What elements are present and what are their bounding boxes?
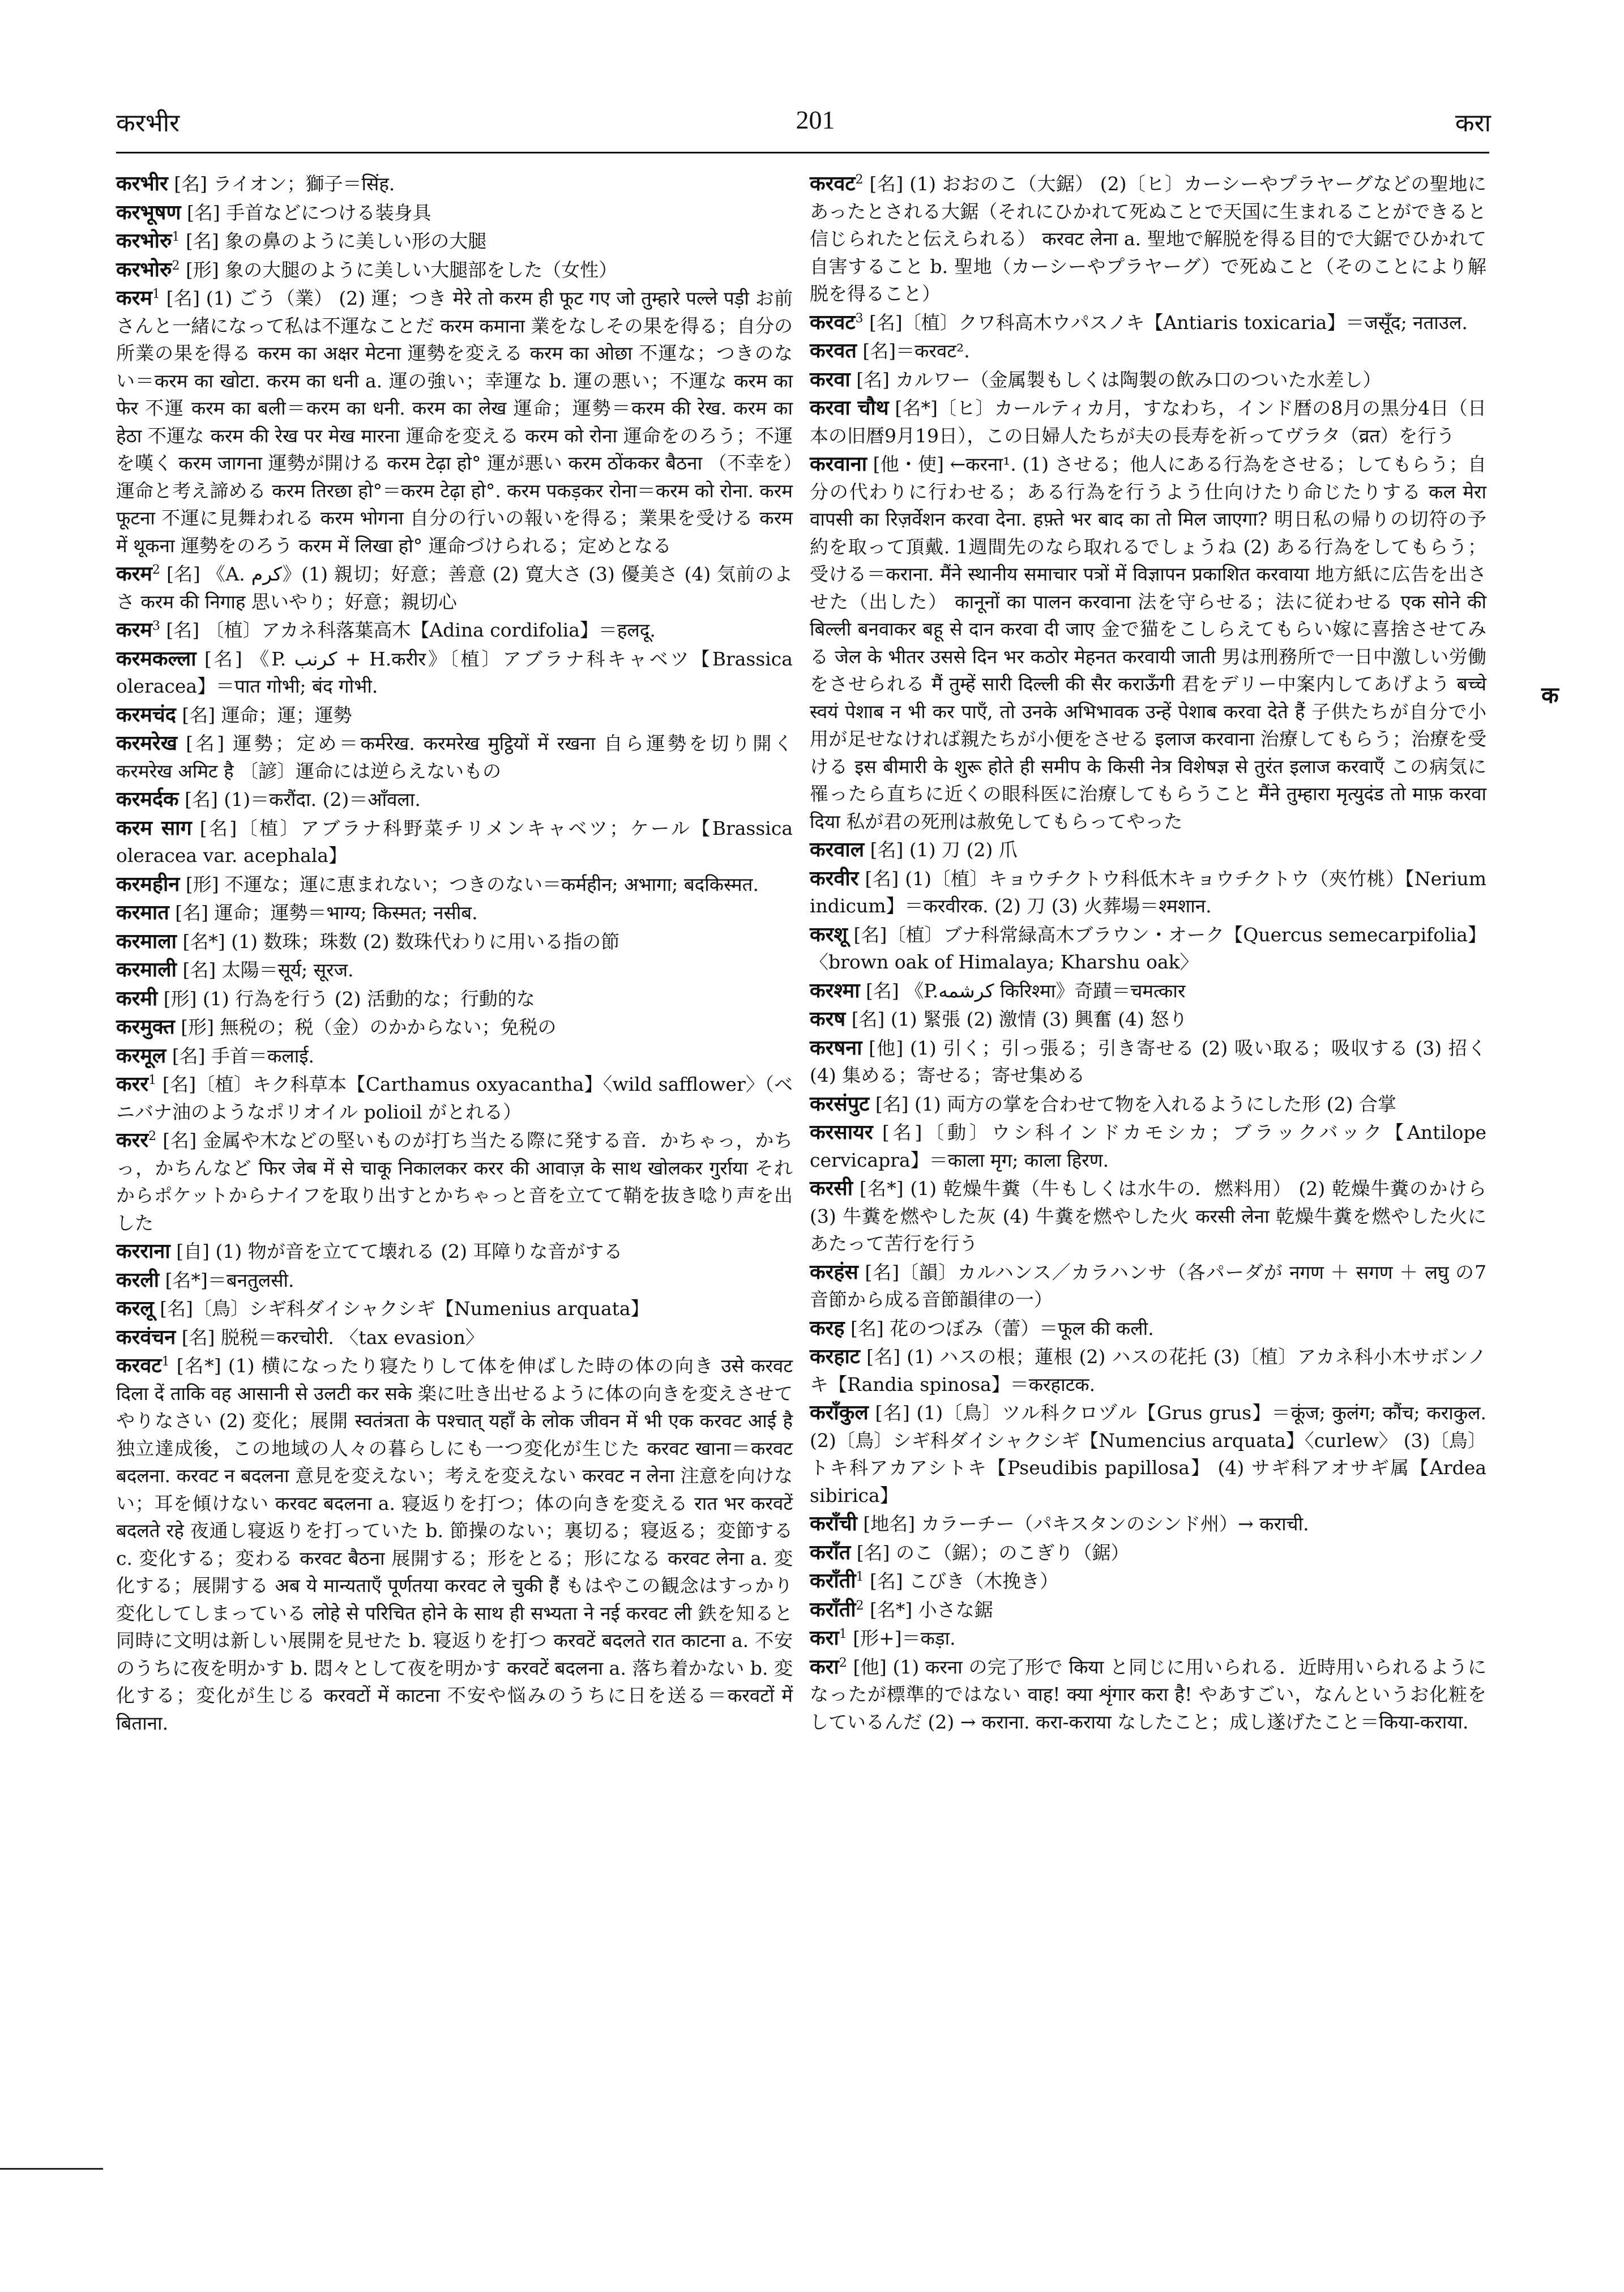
headword: करहाट [810, 1345, 860, 1368]
headword: करभोरु [116, 229, 172, 253]
definition: [他・使] ←करना¹. (1) させる；他人にある行為をさせる；してもらう；自分の代わりに行わせる；ある行為を行うよう仕向けたり命じたりする कल मेरा वापसी का रिज़र्वेशन करवा देना. हफ़्ते भर बाद का तो मिल जाएगा? 明日私の帰りの切符の予約を取って頂戴. 1週間先のなら取れるでしょうね (2) ある行為をしてもらう；受ける＝कराना. मैंने स्थानीय समाचार पत्रों में विज्ञापन प्रकाशित करवाया 地方紙に広告を出させた（出した） कानूनों का पालन करवाना 法を守らせる；法に従わせる एक सोने की बिल्ली बनवाकर बहू से दान करवा दी जाए 金で猫をこしらえてもらい嫁に喜捨させてみる जेल के भीतर उससे दिन भर कठोर मेहनत करवायी जाती 男は刑務所で一日中激しい労働をさせられる मैं तुम्हें सारी दिल्ली की सैर कराऊँगी 君をデリー中案内してあげよう बच्चे स्वयं पेशाब न भी कर पाएँ, तो उनके अभिभावक उन्हें पेशाब करवा देते हैं 子供たちが自分で小用が足せなければ親たちが小便をさせる इलाज करवाना 治療してもらう；治療を受ける इस बीमारी के शुरू होते ही समीप के किसी नेत्र विशेषज्ञ से तुरंत इलाज करवाएँ この病気に罹ったら直ちに近くの眼科医に治療してもらうこと मैंने तुम्हारा मृत्युदंड तो माफ़ करवा दिया 私が君の死刑は赦免してもらってやった [810, 453, 1486, 833]
homograph-number: 2 [839, 1655, 847, 1670]
homograph-number: 2 [152, 563, 160, 577]
headword: करम [116, 286, 152, 310]
headword: करर [116, 1072, 149, 1096]
headword: करसायर [810, 1120, 873, 1144]
dictionary-entry [116, 560, 793, 616]
headword: करमाली [116, 958, 177, 981]
homograph-number: 1 [152, 287, 160, 301]
definition: [名] (1)〔鳥〕ツル科クロヅル【Grus grus】＝कूंज; कुलंग; कौंच; कराकुल. (2)〔鳥〕シギ科ダイシャクシギ【Numencius arquata】〈curlew〉 (3)〔鳥〕トキ科アカアシトキ【Pseudibis papillosa】 (4) サギ科アオサギ属【Ardea sibirica】 [810, 1402, 1486, 1506]
headword: करराना [116, 1239, 170, 1263]
definition: [名] 《P. كرنب + H.करीर》〔植〕アブラナ科キャベツ【Brassica oleracea】＝पात गोभी; बंद गोभी. [116, 647, 793, 697]
page-number: 201 [796, 105, 835, 134]
dictionary-entry [116, 256, 793, 284]
headword: करशू [810, 922, 848, 946]
dictionary-entry [810, 1258, 1486, 1314]
header-left-word: करभीर [116, 109, 180, 138]
definition: [名]〔植〕ブナ科常緑高木ブラウン・オーク【Quercus semecarpifolia】〈brown oak of Himalaya; Kharshu oak〉 [810, 923, 1486, 973]
dictionary-entry [810, 1596, 1486, 1624]
definition: [名]〔植〕キク科草本【Carthamus oxyacantha】〈wild safflower〉（ベニバナ油のようなポリオイル polioil がとれる） [116, 1073, 793, 1123]
headword: करमात [116, 900, 169, 924]
definition: [形] (1) 行為を行う (2) 活動的な；行動的な [163, 987, 535, 1010]
headword: करसंपुट [810, 1091, 870, 1116]
dictionary-entry [116, 985, 793, 1013]
headword: करवा चौथ [810, 396, 889, 420]
homograph-number: 1 [856, 1570, 864, 1584]
headword: करमुक्त [116, 1015, 175, 1039]
homograph-number: 2 [855, 173, 864, 187]
definition: [名] のこ（鋸）；のこぎり（鋸） [856, 1541, 1130, 1564]
homograph-number: 2 [172, 258, 180, 273]
dictionary-entry [116, 1237, 793, 1266]
dictionary-entry [116, 814, 793, 870]
definition: [名] (1)〔植〕キョウチクトウ科低木キョウチクトウ（夾竹桃）【Nerium indicum】＝करवीरक. (2) 刀 (3) 火葬場＝श्मशान. [810, 867, 1486, 917]
dictionary-entry [810, 366, 1486, 394]
headword: करमाला [116, 929, 177, 953]
headword: करमूल [116, 1043, 166, 1068]
dictionary-entry [116, 616, 793, 645]
headword: करसी [810, 1176, 853, 1200]
dictionary-entry [116, 870, 793, 899]
headword: करमकल्ला [116, 646, 196, 671]
dictionary-entry [810, 1539, 1486, 1567]
dictionary-entry [116, 199, 793, 227]
definition: [形] 象の大腿のように美しい大腿部をした（女性） [186, 258, 618, 281]
dictionary-entry [116, 701, 793, 729]
definition: [名] (1) 両方の掌を合わせて物を入れるようにした形 (2) 合掌 [875, 1092, 1397, 1115]
definition: [形+]＝कड़ा. [853, 1627, 956, 1649]
definition: [名]〔動〕ウシ科インドカモシカ；ブラックバック【Antilope cervicapra】＝काला मृग; काला हिरण. [810, 1121, 1486, 1171]
dictionary-entry [116, 1042, 793, 1070]
dictionary-entry [116, 1352, 793, 1737]
definition: [名] 手首＝कलाई. [172, 1044, 315, 1067]
definition: [名] (1) ごう（業） (2) 運；つき मेरे तो करम ही फूट गए जो तुम्हारे पल्ले पड़ी お前さんと一緒になって私は不運なことだ करम कमाना 業をなしその果を得る；自分の所業の果を得る करम का अक्षर मेटना 運勢を変える करम का ओछा 不運な；つきのない＝करम का खोटा. करम का धनी a. 運の強い；幸運な b. 運の悪い；不運な करम का फेर 不運 करम का बली＝करम का धनी. करम का लेख 運命；運勢＝करम की रेख. करम का हेठा 不運な करम की रेख पर मेख मारना 運命を変える करम को रोना 運命をのろう；不運を嘆く करम जागना 運勢が開ける करम टेढ़ा हो° 運が悪い करम ठोंककर बैठना （不幸を）運命と考え諦める करम तिरछा हो°＝करम टेढ़ा हो°. करम पकड़कर रोना＝करम को रोना. करम फूटना 不運に見舞われる करम भोगना 自分の行いの報いを得る；業果を受ける करम में थूकना 運勢をのろう करम में लिखा हो° 運命づけられる；定めとなる [116, 287, 793, 557]
definition: [名] (1) 緊張 (2) 激情 (3) 興奮 (4) 怒り [851, 1008, 1188, 1030]
definition: [名] 花のつぼみ（蕾）＝फूल की कली. [851, 1317, 1154, 1339]
headword: कराँती [810, 1569, 856, 1593]
definition: [他] (1) करना の完了形で किया と同じに用いられる．近時用いられるようになったが標準的ではない वाह! क्या शृंगार करा है! やあすごい，なんというお化粧をしているんだ (2) → कराना. करा-कराया なしたこと；成し遂げたこと＝किया-कराया. [810, 1655, 1486, 1733]
header-right-word: करा [1455, 109, 1491, 138]
dictionary-entry [116, 1266, 793, 1295]
headword: करवीर [810, 866, 859, 890]
definition: [名]〔韻〕カルハンス／カラハンサ（各パーダが नगण ＋ सगण ＋ लघु の7音節から成る音節韻律の一） [810, 1261, 1486, 1311]
dictionary-entry [116, 928, 793, 956]
headword: करलू [116, 1296, 154, 1320]
headword: करवट [810, 310, 856, 334]
definition: [名] 《P.کرشمه किरिश्मा》奇蹟＝चमत्कार [866, 979, 1186, 1002]
headword: करमी [116, 986, 158, 1010]
definition: [名] 象の鼻のように美しい形の大腿 [186, 230, 487, 252]
dictionary-entry [810, 1175, 1486, 1258]
headword: करवाल [810, 838, 865, 861]
headword: करम साग [116, 816, 192, 840]
right-column [810, 170, 1486, 1736]
headword: करहंस [810, 1260, 858, 1284]
definition: [名] (1) ハスの根；蓮根 (2) ハスの花托 (3)〔植〕アカネ科小木サボンノキ【Randia spinosa】＝करहाटक. [810, 1346, 1486, 1395]
dictionary-entry [810, 1090, 1486, 1119]
dictionary-entry [116, 284, 793, 560]
headword: करमर्दक [116, 787, 179, 811]
homograph-number: 1 [161, 1355, 170, 1369]
dictionary-entry [810, 450, 1486, 835]
dictionary-entry [810, 337, 1486, 365]
headword: करष [810, 1007, 846, 1031]
headword: करवंचन [116, 1325, 176, 1349]
headword: करर [116, 1128, 149, 1152]
headword: करश्मा [810, 978, 860, 1002]
margin-line [0, 2168, 103, 2170]
dictionary-entry [116, 786, 793, 814]
dictionary-entry [116, 227, 793, 255]
headword: करा [810, 1654, 839, 1679]
definition: [名*] (1) 乾燥牛糞（牛もしくは水牛の．燃料用） (2) 乾燥牛糞のかけら (3) 牛糞を燃やした灰 (4) 牛糞を燃やした火 करसी लेना 乾燥牛糞を燃やした火にあたって苦行を行う [810, 1177, 1486, 1254]
headword: करभोरु [116, 257, 172, 281]
definition: [名] ライオン；獅子＝सिंह. [174, 173, 395, 195]
dictionary-entry [810, 1399, 1486, 1509]
definition: [名*] (1) 数珠；珠数 (2) 数珠代わりに用いる指の節 [182, 930, 620, 953]
headword: करह [810, 1316, 845, 1340]
headword: कराँकुल [810, 1401, 869, 1424]
headword: कराँती [810, 1597, 856, 1621]
thumb-index-tab: क [1541, 682, 1559, 708]
dictionary-entry [810, 836, 1486, 864]
definition: [名] カルワー（金属製もしくは陶製の飲み口のついた水差し） [856, 368, 1382, 391]
definition: [名] 金属や木などの堅いものが打ち当たる際に発する音．かちゃっ，かちっ，かちんなど फिर जेब में से चाकू निकालकर करर की आवाज़ के साथ खोलकर गुर्राया それからポケットからナイフを取り出すとかちゃっと音を立てて鞘を抜き唸り声を出した [116, 1129, 793, 1234]
homograph-number: 3 [152, 619, 160, 633]
dictionary-entry [116, 645, 793, 701]
dictionary-entry [116, 1070, 793, 1126]
definition: [名*]＝बनतुलसी. [165, 1269, 294, 1291]
headword: करवाना [810, 452, 867, 476]
definition: [名]〔植〕クワ科高木ウパスノキ【Antiaris toxicaria】＝जसूँद; नताउल. [869, 311, 1468, 334]
dictionary-entry [116, 956, 793, 984]
dictionary-entry [116, 899, 793, 927]
headword: करवा [810, 367, 851, 391]
dictionary-entry [810, 1567, 1486, 1595]
homograph-number: 2 [148, 1129, 157, 1143]
headword: करभीर [116, 172, 168, 195]
headword: करम [116, 562, 152, 586]
definition: [名*] 小さな鋸 [870, 1598, 993, 1621]
definition: [名] (1) 刀 (2) 爪 [870, 839, 1018, 861]
dictionary-entry [810, 921, 1486, 976]
definition: [名]〔植〕アブラナ科野菜チリメンキャベツ；ケール【Brassica oleracea var. acephala】 [116, 817, 793, 867]
headword: करभूषण [116, 200, 181, 224]
definition: [名]＝करवट². [862, 340, 970, 362]
headword: करमरेख [116, 731, 178, 755]
headword: करमचंद [116, 702, 176, 727]
homograph-number: 1 [172, 230, 180, 244]
dictionary-entry [116, 170, 793, 198]
definition: [名*] (1) 横になったり寝たりして体を伸ばした時の体の向き उसे करवट दिला दें ताकि वह आसानी से उलटी कर सके 楽に吐き出せるように体の向きを変えさせてやりなさい (2) 変化；展開 स्वतंत्रता के पश्चात् यहाँ के लोक जीवन में भी एक करवट आई है 独立達成後，この地域の人々の暮らしにも一つ変化が生じた करवट खाना＝करवट बदलना. करवट न बदलना 意見を変えない；考えを変えない करवट न लेना 注意を向けない；耳を傾けない करवट बदलना a. 寝返りを打つ；体の向きを変える रात भर करवटें बदलते रहे 夜通し寝返りを打っていた b. 節操のない；裏切る；寝返る；変節する c. 変化する；変わる करवट बैठना 展開する；形をとる；形になる करवट लेना a. 変化する；展開する अब ये मान्यताएँ पूर्णतया करवट ले चुकी हैं もはやこの観念はすっかり変化してしまっている लोहे से परिचित होने के साथ ही सभ्यता ने नई करवट ली 鉄を知ると同時に文明は新しい展開を見せた b. 寝返りを打つ करवटें बदलते रात काटना a. 不安のうちに夜を明かす b. 悶々として夜を明かす करवटें बदलना a. 落ち着かない b. 変化する；変化が生じる करवटों में काटना 不安や悩みのうちに日を送る＝करवटों में बिताना. [116, 1355, 793, 1734]
headword: करवट [116, 1354, 162, 1377]
definition: [地名] カラーチー（パキスタンのシンド州）→ कराची. [863, 1513, 1309, 1535]
dictionary-entry [116, 1324, 793, 1352]
dictionary-entry [116, 1126, 793, 1237]
dictionary-entry [810, 309, 1486, 337]
definition: [形] 不運な；運に恵まれない；つきのない＝कर्महीन; अभागा; बदकिस्मत. [185, 873, 759, 895]
headword: करली [116, 1267, 160, 1292]
definition: [名] 太陽＝सूर्य; सूरज. [182, 959, 354, 981]
headword: करम [116, 618, 152, 642]
definition: [形] 無税の；税（金）のかからない；免税の [181, 1016, 557, 1038]
homograph-number: 1 [148, 1073, 157, 1087]
dictionary-entry [116, 1013, 793, 1042]
definition: [名] 脱税＝करचोरी. 〈tax evasion〉 [181, 1326, 484, 1348]
headword: कराँत [810, 1540, 851, 1564]
dictionary-entry [810, 1510, 1486, 1538]
headword: करषना [810, 1035, 862, 1060]
definition: [自] (1) 物が音を立てて壊れる (2) 耳障りな音がする [176, 1240, 623, 1262]
definition: [名*]〔ヒ〕カールティカ月，すなわち，インド暦の8月の黒分4日（日本の旧暦9月19日），この日婦人たちが夫の長寿を祈ってヴラタ（व्रत）を行う [810, 397, 1486, 447]
homograph-number: 3 [855, 311, 864, 326]
headword: करमहीन [116, 872, 180, 896]
dictionary-entry [810, 394, 1486, 450]
dictionary-entry [810, 1034, 1486, 1090]
headword: करा [810, 1626, 839, 1650]
headword: करवत [810, 339, 857, 362]
definition: [名] (1)＝करौंदा. (2)＝आँवला. [185, 788, 421, 810]
dictionary-entry [810, 1653, 1486, 1736]
header-rule [116, 152, 1489, 153]
definition: [名] こびき（木挽き） [870, 1570, 1059, 1592]
definition: [名] 運勢；定め＝कर्मरेख. करमरेख मुट्ठियों में रखना 自ら運勢を切り開く करमरेख अमिट है 〔諺〕運命には逆らえないもの [116, 732, 793, 782]
dictionary-entry [810, 1005, 1486, 1034]
dictionary-entry [810, 170, 1486, 308]
dictionary-entry [116, 729, 793, 785]
dictionary-entry [810, 865, 1486, 920]
dictionary-entry [810, 1624, 1486, 1653]
definition: [名] 運命；運；運勢 [182, 703, 352, 726]
definition: [名] 〔植〕アカネ科落葉高木【Adina cordifolia】＝हलदू. [166, 619, 656, 641]
left-column [116, 170, 793, 1738]
definition: [他] (1) 引く；引っ張る；引き寄せる (2) 吸い取る；吸収する (3) 招く (4) 集める；寄せる；寄せ集める [810, 1036, 1486, 1086]
definition: [名] 手首などにつける装身具 [187, 201, 431, 224]
definition: [名] 運命；運勢＝भाग्य; किस्मत; नसीब. [175, 902, 478, 924]
dictionary-entry [810, 977, 1486, 1005]
homograph-number: 1 [839, 1627, 847, 1641]
definition: [名] 《A. كرم》(1) 親切；好意；善意 (2) 寛大さ (3) 優美さ (4) 気前のよさ करम की निगाह 思いやり；好意；親切心 [116, 563, 793, 613]
definition: [名] (1) おおのこ（大鋸） (2)〔ヒ〕カーシーやプラヤーグなどの聖地にあったとされる大鋸（それにひかれて死ぬことで天国に生まれることができると信じられたと伝えられる） करवट लेना a. 聖地で解脱を得る目的で大鋸でひかれて自害すること b. 聖地（カーシーやプラヤーグ）で死ぬこと（そのことにより解脱を得ること） [810, 173, 1486, 305]
headword: करवट [810, 172, 856, 195]
dictionary-entry [810, 1314, 1486, 1343]
dictionary-entry [810, 1343, 1486, 1398]
dictionary-entry [810, 1119, 1486, 1174]
dictionary-entry [116, 1295, 793, 1323]
definition: [名]〔鳥〕シギ科ダイシャクシギ【Numenius arquata】 [160, 1297, 649, 1320]
headword: कराँची [810, 1512, 857, 1535]
homograph-number: 2 [856, 1598, 864, 1613]
